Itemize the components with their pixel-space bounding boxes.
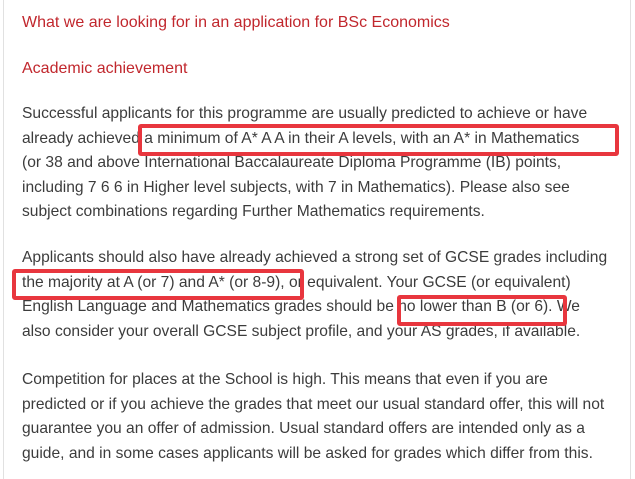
paragraph-line: already achieved a minimum of A* A A in their A levels, with an A* in Mathematics: [22, 129, 580, 147]
paragraph-entry-requirements: [22, 102, 587, 225]
paragraph-line: guarantee you an offer of admission. Usual standard offers are intended only as a: [22, 420, 585, 437]
paragraph-line: Applicants should also have already achieved a strong set of GCSE grades including: [22, 249, 608, 266]
paragraph-gcse-requirements: [22, 246, 607, 344]
page-title: What we are looking for in an application for BSc Economics: [22, 14, 450, 31]
paragraph-line: English Language and Mathematics grades should be no lower than B (or 6). We: [22, 298, 580, 315]
paragraph-competition: [22, 368, 604, 466]
section-heading: Academic achievement: [22, 60, 188, 77]
paragraph-line: predicted or if you achieve the grades that meet our usual standard offer, this will not: [22, 395, 605, 413]
paragraph-line: Competition for places at the School is high. This means that even if you are: [22, 371, 548, 388]
paragraph-line: also consider your overall GCSE subject profile, and your AS grades, if available.: [22, 322, 581, 340]
paragraph-line: Successful applicants for this programme are usually predicted to achieve or have: [22, 105, 588, 122]
paragraph-line: including 7 6 6 in Higher level subjects, with 7 in Mathematics). Please also see: [22, 178, 570, 196]
paragraph-line: subject combinations regarding Further Mathematics requirements.: [22, 203, 485, 220]
paragraph-line: the majority at A (or 7) and A* (or 8-9), or equivalent. Your GCSE (or equivalent): [22, 273, 571, 291]
paragraph-line: (or 38 and above International Baccalaureate Diploma Programme (IB) points,: [22, 154, 562, 171]
page-frame: [3, 0, 631, 479]
paragraph-line: guide, and in some cases applicants will be asked for grades which differ from this.: [22, 444, 593, 462]
